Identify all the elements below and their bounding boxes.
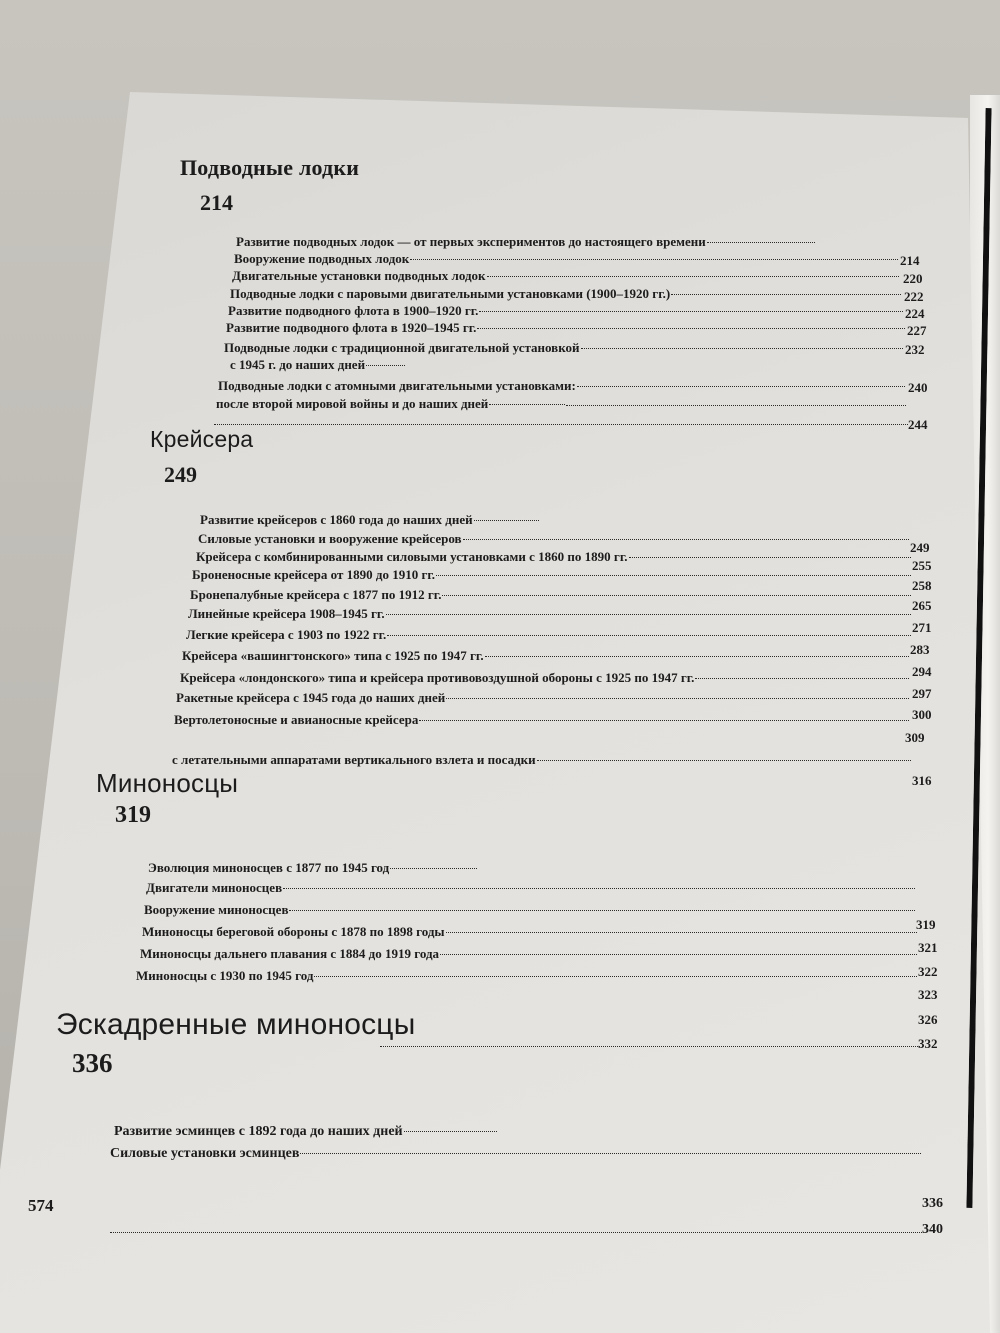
toc-entry: Подводные лодки с традиционной двигательной установкой xyxy=(224,340,904,356)
toc-entry: Двигатели миноносцев xyxy=(146,880,916,896)
toc-entry: Вооружение подводных лодок xyxy=(234,251,899,267)
dot-leader xyxy=(380,1046,920,1047)
toc-page-number: 319 xyxy=(916,917,936,932)
toc-page-number: 227 xyxy=(907,323,927,338)
toc-page-number: 224 xyxy=(905,306,925,321)
toc-page-number: 249 xyxy=(910,540,930,555)
toc-page-number: 322 xyxy=(918,964,938,979)
section-page-cruisers: 249 xyxy=(164,462,197,487)
toc-page-number: 340 xyxy=(922,1222,943,1237)
toc-page-number: 336 xyxy=(922,1196,943,1211)
toc-entry: после второй мировой войны и до наших дней xyxy=(216,396,566,412)
section-title-destroyers: Эскадренные миноносцы xyxy=(56,1008,416,1041)
toc-page-number: 316 xyxy=(912,773,932,788)
dot-leader xyxy=(566,405,906,406)
toc-entry: Эволюция миноносцев с 1877 по 1945 год xyxy=(148,860,478,876)
toc-entry: Вооружение миноносцев xyxy=(144,902,916,918)
section-title-submarines: Подводные лодки xyxy=(180,155,360,180)
toc-entry: с летательными аппаратами вертикального взлета и посадки xyxy=(172,752,912,768)
toc-page-number: 232 xyxy=(905,342,925,357)
toc-entry: Миноносцы береговой обороны с 1878 по 1898 годы xyxy=(142,924,918,940)
dot-leader xyxy=(110,1232,922,1233)
toc-entry: Подводные лодки с паровыми двигательными установками (1900–1920 гг.) xyxy=(230,286,902,302)
toc-page-number: 321 xyxy=(918,940,938,955)
toc-page-number: 222 xyxy=(904,289,924,304)
toc-entry: Крейсера «лондонского» типа и крейсера противовоздушной обороны с 1925 по 1947 гг. xyxy=(180,670,910,686)
toc-page-number: 258 xyxy=(912,578,932,593)
dot-leader xyxy=(214,424,908,425)
toc-page-number: 332 xyxy=(918,1036,938,1051)
toc-page-number: 271 xyxy=(912,620,932,635)
toc-page-number: 323 xyxy=(918,987,938,1002)
toc-entry: Бронепалубные крейсера с 1877 по 1912 гг. xyxy=(190,587,912,603)
section-page-torpedo-boats: 319 xyxy=(115,802,151,828)
toc-entry: Подводные лодки с атомными двигательными установками: xyxy=(218,378,906,394)
toc-entry: Развитие крейсеров с 1860 года до наших дней xyxy=(200,512,540,528)
toc-page-number: 283 xyxy=(910,642,930,657)
toc-page-number: 309 xyxy=(905,730,925,745)
toc-entry: Силовые установки эсминцев xyxy=(110,1146,922,1162)
toc-page-number: 244 xyxy=(908,417,928,432)
toc-page-number: 214 xyxy=(900,253,920,268)
toc-entry: Развитие эсминцев с 1892 года до наших дней xyxy=(114,1124,498,1140)
toc-page-number: 297 xyxy=(912,686,932,701)
toc-entry: Двигательные установки подводных лодок xyxy=(232,268,900,284)
toc-entry: Развитие подводного флота в 1900–1920 гг. xyxy=(228,303,904,319)
toc-page-number: 265 xyxy=(912,598,932,613)
toc-page-number: 220 xyxy=(903,271,923,286)
toc-page-number: 294 xyxy=(912,664,932,679)
toc-page-number: 240 xyxy=(908,380,928,395)
toc-entry: Силовые установки и вооружение крейсеров xyxy=(198,531,910,547)
toc-entry: Крейсера с комбинированными силовыми установками с 1860 по 1890 гг. xyxy=(196,549,912,565)
toc-entry: Развитие подводных лодок — от первых экспериментов до настоящего времени xyxy=(236,234,816,250)
toc-entry: Развитие подводного флота в 1920–1945 гг. xyxy=(226,320,906,336)
section-title-cruisers: Крейсера xyxy=(150,426,254,452)
toc-entry: Миноносцы дальнего плавания с 1884 до 1919 года xyxy=(140,946,918,962)
toc-entry: Крейсера «вашингтонского» типа с 1925 по 1947 гг. xyxy=(182,648,910,664)
toc-page-number: 326 xyxy=(918,1012,938,1027)
toc-page-number: 255 xyxy=(912,558,932,573)
toc-entry: Броненосные крейсера от 1890 до 1910 гг. xyxy=(192,567,912,583)
toc-entry: Вертолетоносные и авианосные крейсера xyxy=(174,712,910,728)
page-number: 574 xyxy=(28,1196,54,1215)
toc-entry: Ракетные крейсера с 1945 года до наших дней xyxy=(176,690,910,706)
toc-entry: Легкие крейсера с 1903 по 1922 гг. xyxy=(186,627,912,643)
section-page-submarines: 214 xyxy=(200,190,233,215)
toc-entry: Миноносцы с 1930 по 1945 год xyxy=(136,968,918,984)
section-title-torpedo-boats: Миноносцы xyxy=(96,768,239,798)
toc-page-number: 300 xyxy=(912,707,932,722)
toc-entry: с 1945 г. до наших дней xyxy=(230,357,406,373)
section-page-destroyers: 336 xyxy=(72,1048,113,1078)
toc-entry: Линейные крейсера 1908–1945 гг. xyxy=(188,606,912,622)
